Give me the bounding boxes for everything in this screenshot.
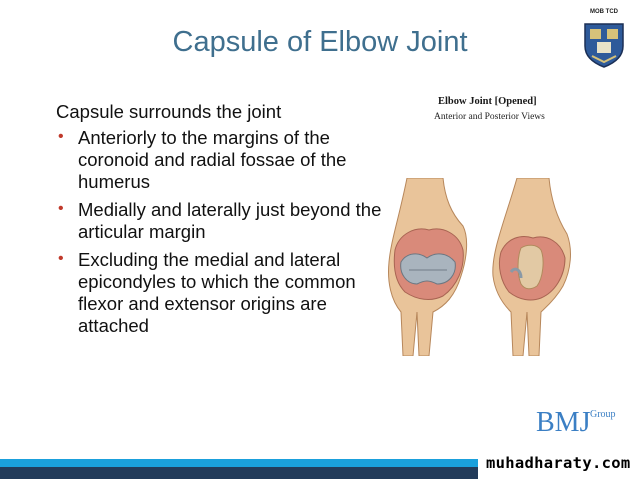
bullet-text: Anteriorly to the margins of the coronoid and radial fossae of the humerus [78, 127, 347, 192]
bullet-item [56, 249, 386, 337]
bullet-item [56, 127, 386, 193]
logo-main-text: BMJ [536, 407, 591, 438]
figure-subtitle: Anterior and Posterior Views [434, 112, 545, 122]
logo-suffix-text: Group [590, 409, 616, 420]
bullet-list [56, 127, 386, 337]
bullet-text: Excluding the medial and lateral epicondyles to which the common flexor and extensor origins are attached [78, 249, 356, 336]
bullet-dot-icon: • [58, 128, 64, 145]
figure-title: Elbow Joint [Opened] [438, 96, 537, 107]
anterior-view [389, 178, 467, 356]
watermark-text: muhadharaty.com [486, 454, 631, 472]
elbow-joint-illustration [385, 178, 585, 356]
slide-body [56, 101, 386, 343]
bmj-group-logo [536, 407, 616, 439]
bullet-item [56, 199, 386, 243]
slide-title: Capsule of Elbow Joint [172, 26, 468, 58]
crest-icon [582, 22, 626, 68]
lead-text: Capsule surrounds the joint [56, 101, 282, 122]
bullet-text: Medially and laterally just beyond the articular margin [78, 199, 382, 242]
bullet-dot-icon: • [58, 200, 64, 217]
bullet-dot-icon: • [58, 250, 64, 267]
institution-badge-label: MOB TCD [590, 9, 618, 15]
posterior-view [493, 178, 571, 356]
watermark [478, 454, 638, 479]
